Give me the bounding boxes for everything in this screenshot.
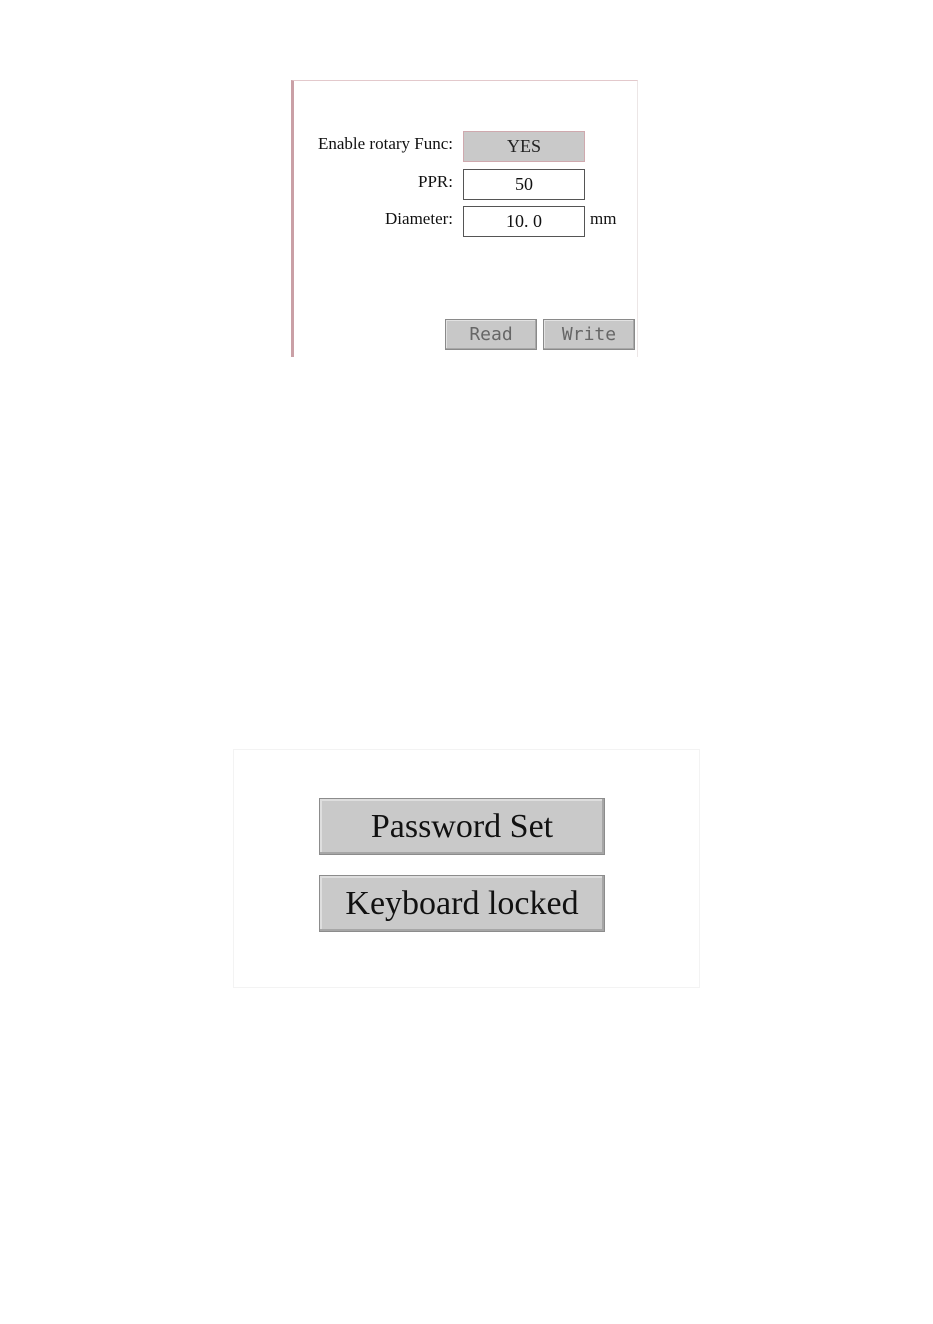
diameter-field[interactable]: 10. 0: [463, 206, 585, 237]
ppr-field[interactable]: 50: [463, 169, 585, 200]
enable-rotary-toggle[interactable]: YES: [463, 131, 585, 162]
read-button[interactable]: Read: [445, 319, 537, 350]
diameter-label: Diameter:: [385, 209, 453, 228]
security-panel: [233, 749, 700, 988]
password-set-button[interactable]: Password Set: [319, 798, 605, 855]
rotary-settings-panel: [291, 80, 638, 357]
enable-rotary-label: Enable rotary Func:: [317, 134, 453, 153]
keyboard-locked-button[interactable]: Keyboard locked: [319, 875, 605, 932]
diameter-unit-label: mm: [590, 209, 617, 228]
ppr-label: PPR:: [418, 172, 453, 191]
write-button[interactable]: Write: [543, 319, 635, 350]
